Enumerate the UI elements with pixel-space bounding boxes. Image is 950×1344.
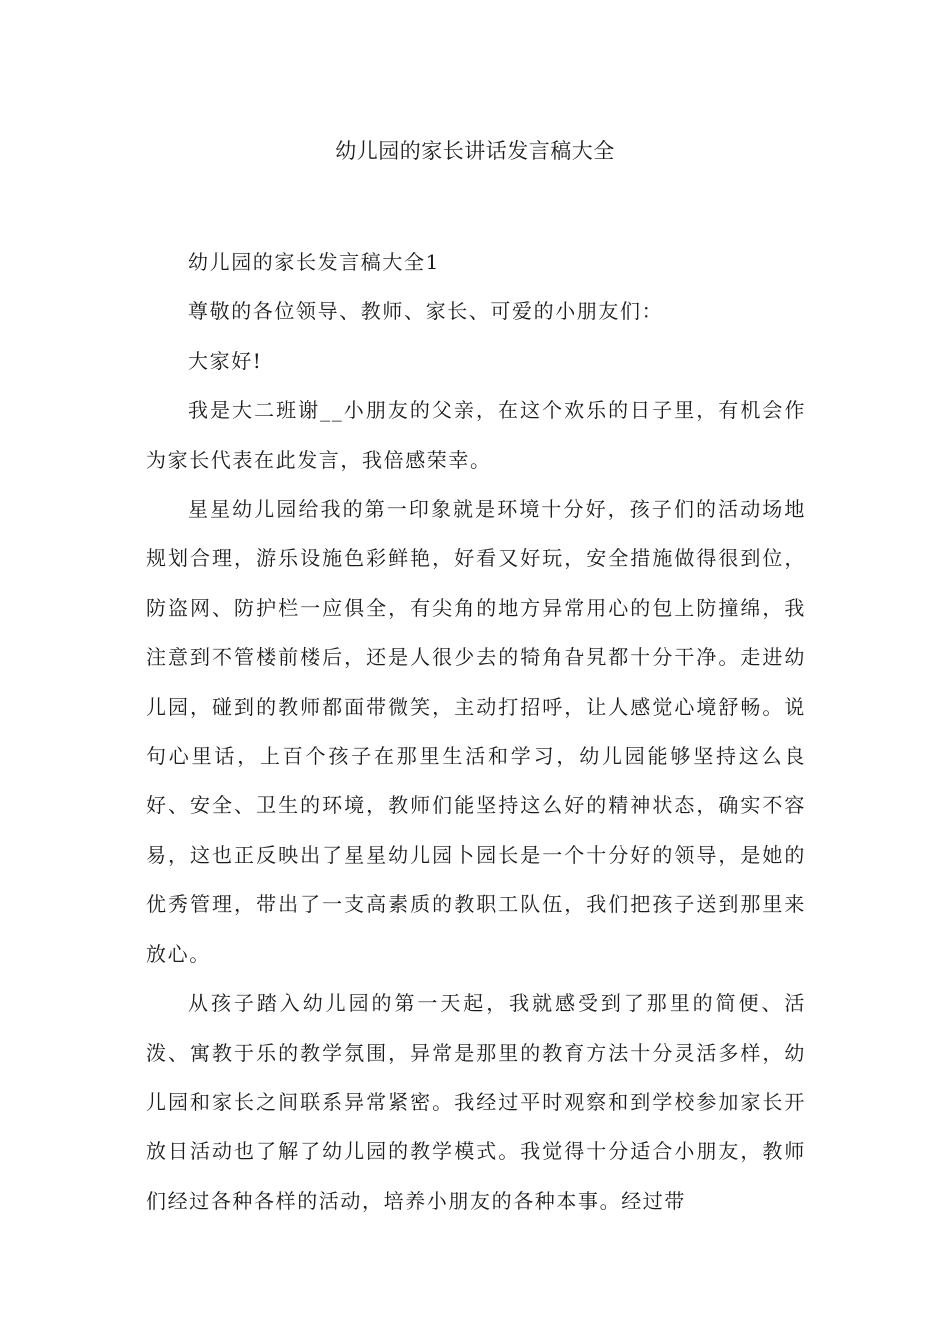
body-paragraph: 我是大二班谢__小朋友的父亲，在这个欢乐的日子里，有机会作为家长代表在此发言，我倍感荣幸。 [146, 398, 806, 472]
greeting: 大家好! [188, 348, 263, 373]
section-heading: 幼儿园的家长发言稿大全1 [188, 250, 440, 274]
document-title: 幼儿园的家长讲话发言稿大全 [335, 139, 615, 163]
body-paragraph: 从孩子踏入幼儿园的第一天起，我就感受到了那里的简便、活泼、寓教于乐的教学氛围，异常是那里的教育方法十分灵活多样，幼儿园和家长之间联系异常紧密。我经过平时观察和到学校参加家长开放日活动也了解了幼儿园的教学模式。我觉得十分适合小朋友，教师们经过各种各样的活动，培养小朋友的各种本事。经过带 [146, 991, 806, 1213]
body-paragraph: 星星幼儿园给我的第一印象就是环境十分好，孩子们的活动场地规划合理，游乐设施色彩鲜艳，好看又好玩，安全措施做得很到位，防盗网、防护栏一应俱全，有尖角的地方异常用心的包上防撞绵，我注意到不管楼前楼后，还是人很少去的犄角旮旯都十分干净。走进幼儿园，碰到的教师都面带微笑，主动打招呼，让人感觉心境舒畅。说句心里话，上百个孩子在那里生活和学习，幼儿园能够坚持这么良好、安全、卫生的环境，教师们能坚持这么好的精神状态，确实不容易，这也正反映出了星星幼儿园卜园长是一个十分好的领导，是她的优秀管理，带出了一支高素质的教职工队伍，我们把孩子送到那里来放心。 [146, 497, 806, 966]
document-body [146, 238, 806, 1226]
salutation: 尊敬的各位领导、教师、家长、可爱的小朋友们： [188, 299, 664, 324]
